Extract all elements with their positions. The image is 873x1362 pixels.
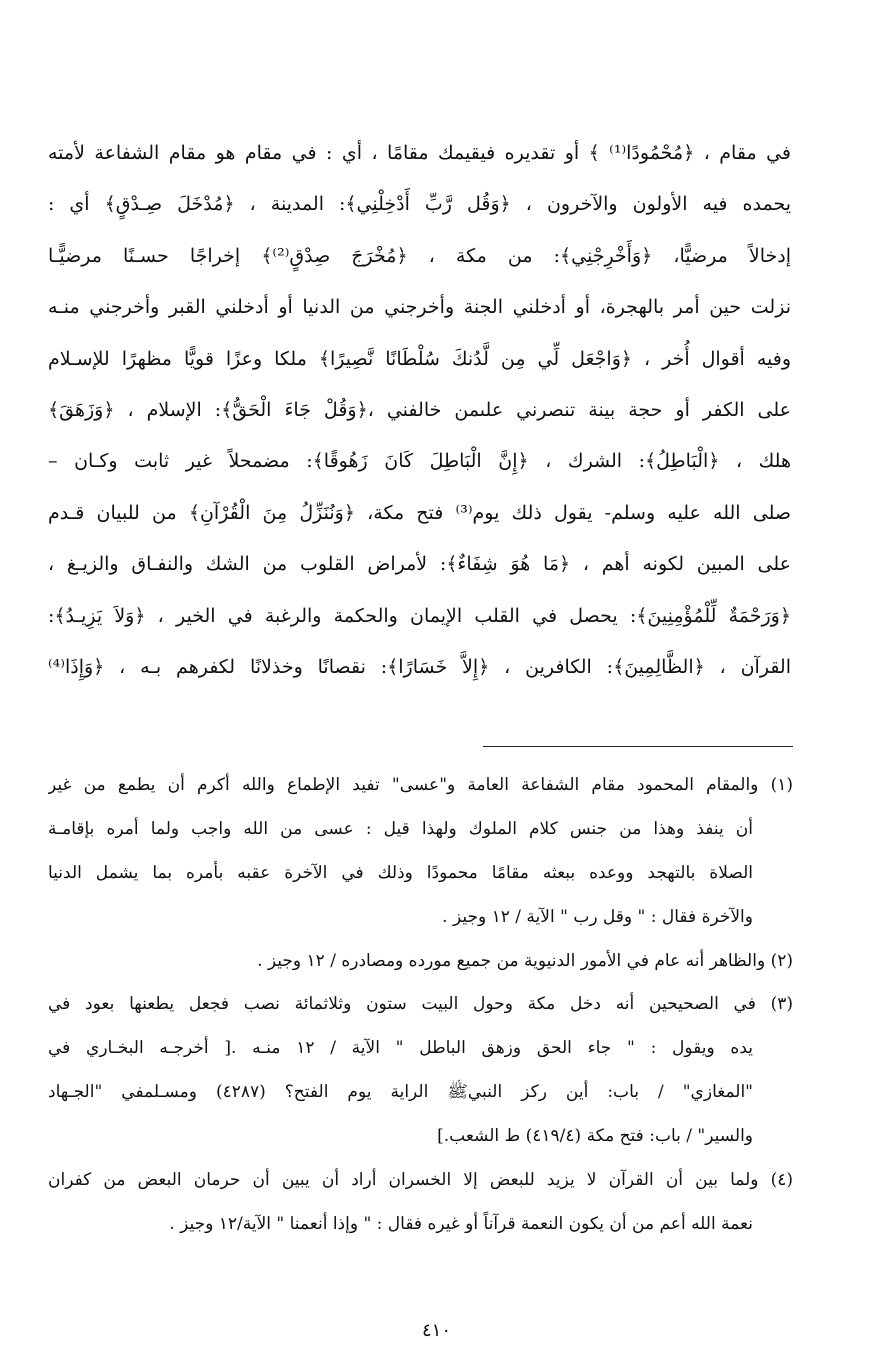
footnote-1-line: (١) والمقام المحمود مقام الشفاعة العامة و"عسى" تفيد الإطماع والله أكرم أن يطمع من غير: [48, 775, 793, 795]
main-text-line: القرآن ، ﴿الظَّالِمِينَ﴾: الكافرين ، ﴿إِلاَّ خَسَارًا﴾: نقصانًا وخذلانًا لكفرهم بـه ، ﴿وَإِذَا⁽⁴⁾: [48, 655, 791, 678]
footnote-3-line: والسير" / باب: فتح مكة (٤١٩/٤) ط الشعب.]: [437, 1126, 753, 1147]
main-text-line: صلى الله عليه وسلم- يقول ذلك يوم⁽³⁾ فتح مكة، ﴿وَنُنَزِّلُ مِنَ الْقُرْآنِ﴾ من للبيان قـدم: [48, 501, 791, 524]
main-text-line: على الكفر أو حجة بينة تنصرني علىمن خالفني ،﴿وَقُلْ جَاءَ الْحَقُّ﴾: الإسلام ، ﴿وَزَهَقَ﴾: [48, 398, 791, 421]
footnote-4-line: نعمة الله أعم من أن يكون النعمة قرآناً أو غيره فقال : " وإذا أنعمنا " الآية/١٢ وجيز .: [169, 1213, 753, 1234]
footnote-1-line: أن ينفذ وهذا من جنس كلام الملوك ولهذا قيل : عسى من الله واجب ولما أمره بإقامـة: [48, 818, 753, 839]
footnote-3-line: (٣) في الصحيحين أنه دخل مكة وحول البيت ستون وثلاثمائة نصب فجعل يطعنها بعود في: [48, 994, 793, 1015]
footnote-1-line: والآخرة فقال : " وقل رب " الآية / ١٢ وجيز .: [442, 906, 753, 927]
footnote-4-line: (٤) ولما بين أن القرآن لا يزيد للبعض إلا الخسران أراد أن يبين أن حرمان البعض من كفران: [48, 1170, 793, 1191]
footnote-3-line: يده ويقول : " جاء الحق وزهق الباطل " الآية / ١٢ منـه .[ أخرجـه البخـاري في: [48, 1038, 753, 1059]
main-text-line: وفيه أقوال أُخر ، ﴿وَاجْعَل لِّي مِن لَّدُنكَ سُلْطَانًا نَّصِيرًا﴾ ملكا وعزًا قويًّا مظهرًا للإسـلام: [48, 347, 791, 370]
main-text-line: على المبين لكونه أهم ، ﴿مَا هُوَ شِفَاءٌ﴾: لأمراض القلوب من الشك والنفـاق والزيـغ ،: [48, 553, 791, 576]
footnotes-block: [48, 764, 793, 1247]
main-text-line: إدخالاً مرضيًّا، ﴿وَأَخْرِجْنِي﴾: من مكة ، ﴿مُخْرَجَ صِدْقٍ⁽²⁾﴾ إخراجًا حسـنًا مرضيًّـا: [48, 244, 791, 267]
footnote-1-line: الصلاة بالتهجد ووعده ببعثه مقامًا محمودًا وذلك في الآخرة عقبه بأمره بما يشمل الدنيا: [48, 862, 753, 883]
main-text-line: ﴿وَرَحْمَةٌ لِّلْمُؤْمِنِينَ﴾: يحصل في القلب الإيمان والحكمة والرغبة في الخير ، ﴿وَلاَ يَزِيـدُ﴾:: [48, 604, 791, 627]
main-text-line: نزلت حين أمر بالهجرة، أو أدخلني الجنة وأخرجني من الدنيا أو أدخلني القبر وأخرجني منـه: [48, 296, 791, 319]
main-text-line: في مقام ، ﴿مُحْمُودًا⁽¹⁾ ﴾ أو تقديره فيقيمك مقامًا ، أي : في مقام هو مقام الشفاعة لأمته: [48, 142, 791, 164]
page-number: ٤١٠: [421, 1320, 451, 1341]
main-text-block: [48, 128, 791, 693]
footnote-2-line: (٢) والظاهر أنه عام في الأمور الدنيوية من جميع مورده ومصادره / ١٢ وجيز .: [257, 950, 793, 971]
footnote-divider: [483, 746, 793, 747]
footnote-3-line: "المغازي" / باب: أين ركز النبيﷺ الراية يوم الفتح؟ (٤٢٨٧) ومسـلمفي "الجـهاد: [48, 1082, 753, 1103]
main-text-line: هلك ، ﴿الْبَاطِلُ﴾: الشرك ، ﴿إِنَّ الْبَاطِلَ كَانَ زَهُوقًا﴾: مضمحلاً غير ثابت وكـان –: [48, 450, 791, 473]
main-text-line: يحمده فيه الأولون والآخرون ، ﴿وَقُل رَّبِّ أَدْخِلْنِي﴾: المدينة ، ﴿مُدْخَلَ صِـدْقٍ﴾ أي :: [48, 193, 791, 216]
